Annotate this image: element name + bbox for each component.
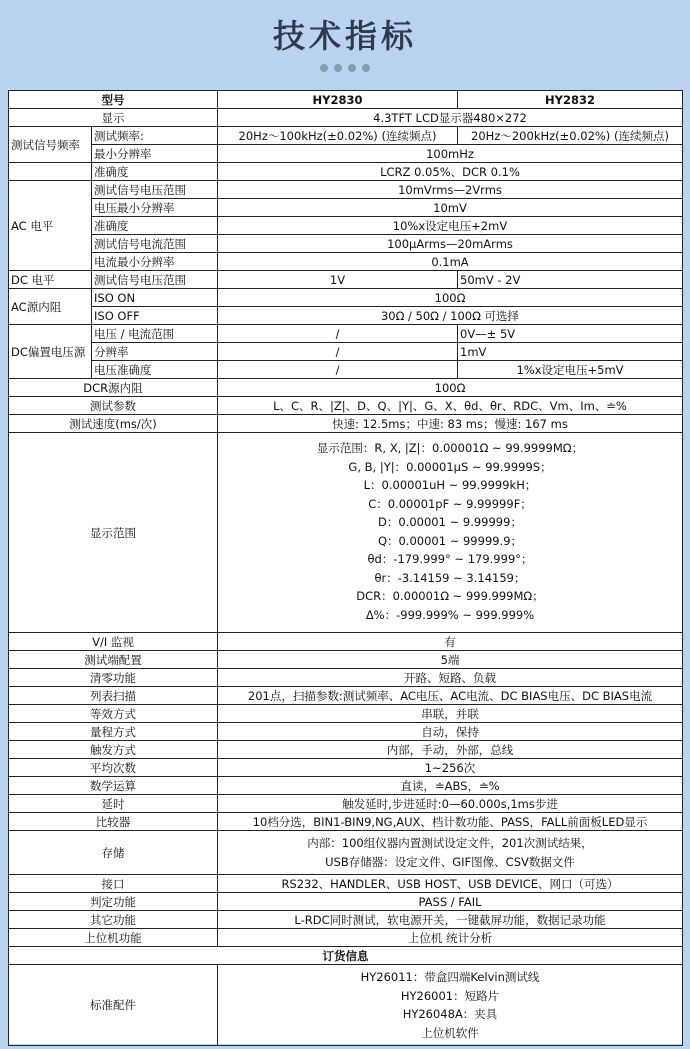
table-row bbox=[9, 759, 683, 777]
row-value: 5端 bbox=[218, 651, 683, 669]
group-label: DC 电平 bbox=[9, 271, 92, 289]
table-row bbox=[9, 911, 683, 929]
accessory-line: HY26011：带盒四端Kelvin测试线 bbox=[360, 970, 540, 984]
table-row bbox=[9, 253, 683, 271]
row-label: 上位机功能 bbox=[9, 929, 218, 947]
row-label: 测试信号电压范围 bbox=[92, 181, 218, 199]
row-label: 测试信号电压范围 bbox=[92, 271, 218, 289]
accessory-line: HY26001：短路片 bbox=[400, 988, 500, 1003]
row-label: 电流最小分辨率 bbox=[92, 253, 218, 271]
range-line: D：0.00001 ~ 9.99999； bbox=[378, 515, 522, 529]
display-range-values bbox=[218, 433, 683, 633]
table-row bbox=[9, 633, 683, 651]
table-row bbox=[9, 723, 683, 741]
row-label: 存储 bbox=[9, 831, 218, 875]
row-value: 开路、短路、负载 bbox=[218, 669, 683, 687]
table-row bbox=[9, 361, 683, 379]
row-value: 触发延时,步进延时:0—60.000s,1ms步进 bbox=[218, 795, 683, 813]
row-value-b: 0V—± 5V bbox=[458, 325, 683, 343]
row-value-a: 20Hz～100kHz(±0.02%) (连续频点) bbox=[218, 127, 458, 145]
page-header bbox=[0, 0, 690, 90]
range-line: Q：0.00001 ~ 99999.9； bbox=[377, 533, 523, 548]
table-row bbox=[9, 687, 683, 705]
model-a: HY2830 bbox=[218, 91, 458, 109]
table-row bbox=[9, 741, 683, 759]
table-row bbox=[9, 795, 683, 813]
range-line: θd：-179.999° ~ 179.999°； bbox=[367, 552, 533, 566]
model-label: 型号 bbox=[9, 91, 218, 109]
table-row bbox=[9, 433, 683, 633]
group-label: DC偏置电压源 bbox=[9, 325, 92, 379]
row-value: 10mV bbox=[218, 199, 683, 217]
row-label: 显示范围 bbox=[9, 433, 218, 633]
table-row bbox=[9, 289, 683, 307]
row-label: 比较器 bbox=[9, 813, 218, 831]
page-title: 技术指标 bbox=[272, 17, 417, 55]
table-row bbox=[9, 929, 683, 947]
row-value: RS232、HANDLER、USB HOST、USB DEVICE、网口（可选） bbox=[218, 875, 683, 893]
row-label: 测试频率: bbox=[92, 127, 218, 145]
order-info-heading: 订货信息 bbox=[9, 947, 683, 965]
range-line: 显示范围：R, X, |Z|：0.00001Ω ~ 99.9999MΩ； bbox=[316, 441, 584, 455]
row-label: DCR源内阻 bbox=[9, 379, 218, 397]
table-row bbox=[9, 947, 683, 965]
row-value: L-RDC同时测试，软电源开关，一键截屏功能，数据记录功能 bbox=[218, 911, 683, 929]
row-label: 电压准确度 bbox=[92, 361, 218, 379]
accessories-values bbox=[218, 965, 683, 1046]
table-row bbox=[9, 217, 683, 235]
storage-line: USB存储器：设定文件、GIF图像、CSV数据文件 bbox=[325, 854, 575, 869]
row-label: 数学运算 bbox=[9, 777, 218, 795]
row-value: 1~256次 bbox=[218, 759, 683, 777]
row-value-a: / bbox=[218, 325, 458, 343]
table-row bbox=[9, 893, 683, 911]
table-row bbox=[9, 325, 683, 343]
table-row bbox=[9, 307, 683, 325]
row-value: PASS / FAIL bbox=[218, 893, 683, 911]
row-value-a: / bbox=[218, 361, 458, 379]
row-label: 标准配件 bbox=[9, 965, 218, 1046]
accessory-line: HY26048A：夹具 bbox=[402, 1007, 498, 1021]
row-label: ISO ON bbox=[92, 289, 218, 307]
row-value: 10mVrms—2Vrms bbox=[218, 181, 683, 199]
storage-values bbox=[218, 831, 683, 875]
row-label: 延时 bbox=[9, 795, 218, 813]
row-label: V/I 监视 bbox=[9, 633, 218, 651]
range-line: DCR：0.00001Ω ~ 999.999MΩ； bbox=[356, 589, 544, 603]
row-value: 100Ω bbox=[218, 379, 683, 397]
table-row bbox=[9, 235, 683, 253]
group-label: AC源内阻 bbox=[9, 289, 92, 325]
model-b: HY2832 bbox=[458, 91, 683, 109]
row-value: 有 bbox=[218, 633, 683, 651]
row-value: 快速: 12.5ms；中速: 83 ms；慢速: 167 ms bbox=[218, 415, 683, 433]
range-line: G, B, |Y|：0.00001μS ~ 99.9999S； bbox=[348, 459, 552, 474]
row-value: 0.1mA bbox=[218, 253, 683, 271]
row-value: 上位机 统计分析 bbox=[218, 929, 683, 947]
row-label: 触发方式 bbox=[9, 741, 218, 759]
row-value: 直读，≐ABS，≐% bbox=[218, 777, 683, 795]
row-label: 列表扫描 bbox=[9, 687, 218, 705]
row-label: 其它功能 bbox=[9, 911, 218, 929]
group-label: AC 电平 bbox=[9, 181, 92, 271]
row-label: 判定功能 bbox=[9, 893, 218, 911]
row-value: 串联，并联 bbox=[218, 705, 683, 723]
row-label: 准确度 bbox=[92, 217, 218, 235]
row-label: 接口 bbox=[9, 875, 218, 893]
range-line: θr：-3.14159 ~ 3.14159； bbox=[374, 570, 526, 585]
row-value: 100μArms—20mArms bbox=[218, 235, 683, 253]
row-label: 测试信号电流范围 bbox=[92, 235, 218, 253]
table-row bbox=[9, 705, 683, 723]
dot-icon bbox=[362, 64, 370, 72]
row-value: 30Ω / 50Ω / 100Ω 可选择 bbox=[218, 307, 683, 325]
row-label: 平均次数 bbox=[9, 759, 218, 777]
table-row bbox=[9, 145, 683, 163]
spec-table bbox=[8, 90, 683, 1046]
row-value: 10档分选，BIN1-BIN9,NG,AUX、档计数功能、PASS，FALL前面板LED显示 bbox=[218, 813, 683, 831]
table-row bbox=[9, 127, 683, 145]
decorative-dots bbox=[0, 64, 690, 72]
accessory-line: 上位机软件 bbox=[421, 1025, 479, 1040]
row-label: 清零功能 bbox=[9, 669, 218, 687]
row-value: 10%x设定电压+2mV bbox=[218, 217, 683, 235]
table-row bbox=[9, 965, 683, 1046]
table-row bbox=[9, 875, 683, 893]
dot-icon bbox=[320, 64, 328, 72]
row-value: 100Ω bbox=[218, 289, 683, 307]
table-row bbox=[9, 415, 683, 433]
storage-line: 内部：100组仪器内置测试设定文件，201次测试结果， bbox=[307, 836, 593, 850]
table-row bbox=[9, 651, 683, 669]
table-row bbox=[9, 397, 683, 415]
table-row bbox=[9, 669, 683, 687]
row-value-b: 50mV - 2V bbox=[458, 271, 683, 289]
dot-icon bbox=[348, 64, 356, 72]
range-line: L：0.00001uH ~ 99.9999kH； bbox=[363, 478, 537, 492]
range-line: C：0.00001pF ~ 9.99999F； bbox=[368, 496, 532, 511]
row-label: 准确度 bbox=[92, 163, 218, 181]
row-value-b: 20Hz～200kHz(±0.02%) (连续频点) bbox=[458, 127, 683, 145]
row-label: 测试端配置 bbox=[9, 651, 218, 669]
row-value: 内部，手动，外部，总线 bbox=[218, 741, 683, 759]
row-value: L、C、R、|Z|、D、Q、|Y|、G、X、θd、θr、RDC、Vm、Im、≐% bbox=[218, 397, 683, 415]
table-row bbox=[9, 109, 683, 127]
row-label: 等效方式 bbox=[9, 705, 218, 723]
row-label: 量程方式 bbox=[9, 723, 218, 741]
spec-sheet bbox=[8, 90, 682, 1044]
row-label: 电压 / 电流范围 bbox=[92, 325, 218, 343]
table-row bbox=[9, 91, 683, 109]
table-row bbox=[9, 199, 683, 217]
range-line: Δ%：-999.999% ~ 999.999% bbox=[365, 607, 535, 622]
table-row bbox=[9, 163, 683, 181]
dot-icon bbox=[334, 64, 342, 72]
row-value: LCRZ 0.05%、DCR 0.1% bbox=[218, 163, 683, 181]
table-row bbox=[9, 831, 683, 875]
table-row bbox=[9, 343, 683, 361]
row-value: 201点，扫描参数:测试频率、AC电压、AC电流、DC BIAS电压、DC BIAS电流 bbox=[218, 687, 683, 705]
table-row bbox=[9, 271, 683, 289]
row-label: 测试参数 bbox=[9, 397, 218, 415]
table-row bbox=[9, 379, 683, 397]
row-label: 测试速度(ms/次) bbox=[9, 415, 218, 433]
row-value-b: 1%x设定电压+5mV bbox=[458, 361, 683, 379]
group-label: 测试信号频率 bbox=[9, 127, 92, 163]
row-value-b: 1mV bbox=[458, 343, 683, 361]
row-value-a: / bbox=[218, 343, 458, 361]
row-label: 分辨率 bbox=[92, 343, 218, 361]
row-label: 电压最小分辨率 bbox=[92, 199, 218, 217]
row-value: 4.3TFT LCD显示器480×272 bbox=[218, 109, 683, 127]
table-row bbox=[9, 777, 683, 795]
row-value: 自动，保持 bbox=[218, 723, 683, 741]
row-value-a: 1V bbox=[218, 271, 458, 289]
row-label: ISO OFF bbox=[92, 307, 218, 325]
row-value: 100mHz bbox=[218, 145, 683, 163]
table-row bbox=[9, 813, 683, 831]
row-label: 最小分辨率 bbox=[92, 145, 218, 163]
table-row bbox=[9, 181, 683, 199]
row-label: 显示 bbox=[9, 109, 218, 127]
